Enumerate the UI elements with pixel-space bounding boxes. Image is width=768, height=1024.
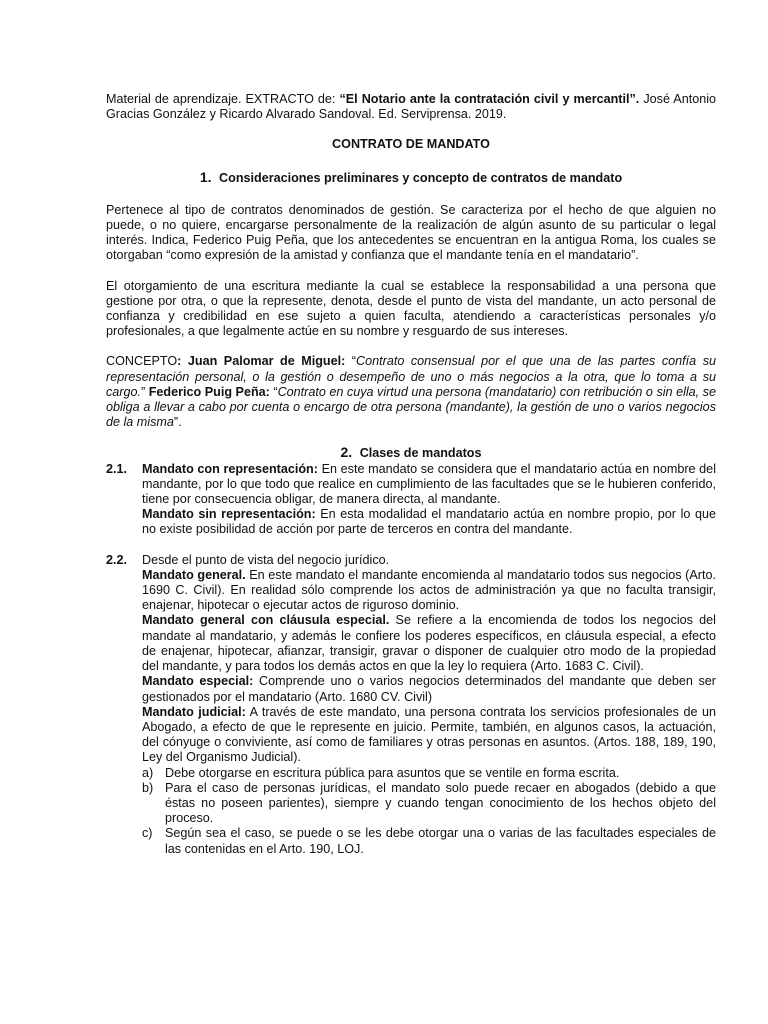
item-2-2-intro: Desde el punto de vista del negocio jurídico. bbox=[142, 552, 390, 567]
list-marker: a) bbox=[142, 765, 154, 780]
text-general-clausula: Se refiere a la encomienda de todos los negocios del mandate al mandatario, y además le confiere los poderes específicos, en cláusula especial, a efecto de enajenar, hipotecar, afianzar, transigir, gravar o disponer de cualquier otro modo de la propiedad del mandante, y para todos los demás actos en que la ley lo requiera (Arto. 1683 C. Civil). bbox=[142, 613, 716, 674]
book-title: “El Notario ante la contratación civil y mercantil”. bbox=[339, 92, 640, 106]
source-reference bbox=[106, 92, 716, 122]
term-judicial: Mandato judicial: bbox=[142, 704, 246, 719]
concept-paragraph bbox=[106, 354, 716, 430]
list-item-text: Según sea el caso, se puede o se les debe otorgar una o varias de las facultades especiales de las contenidas en el Arto. 190, LOJ. bbox=[165, 826, 716, 856]
quote-1-close: ” bbox=[141, 384, 149, 399]
concept-label: CONCEPTO bbox=[106, 354, 178, 369]
term-general: Mandato general. bbox=[142, 567, 246, 582]
document-title: CONTRATO DE MANDATO bbox=[332, 137, 490, 152]
concept-quote-1: Contrato consensual por el que una de las partes confía su representación personal, o la gestión o desempeño de uno o más negocios a la otra, que lo toma a su cargo. bbox=[106, 354, 716, 399]
mandato-con-representacion bbox=[142, 462, 716, 508]
list-marker: c) bbox=[142, 826, 153, 841]
list-item bbox=[142, 781, 716, 827]
term-general-clausula: Mandato general con cláusula especial. bbox=[142, 613, 390, 628]
list-item-text: Para el caso de personas jurídicas, el mandato solo puede recaer en abogados (debido a que éstas no poseen parientes), siempre y cuando tengan conocimiento de los hechos objeto del proceso. bbox=[165, 780, 716, 826]
term-sin-representacion: Mandato sin representación: bbox=[142, 507, 316, 522]
text-especial: Comprende uno o varios negocios determinados del mandante que deben ser gestionados por el mandatario (Arto. 1680 CV. Civil) bbox=[142, 674, 717, 704]
document-body bbox=[106, 92, 716, 857]
mandato-especial bbox=[142, 674, 716, 704]
item-2-2 bbox=[106, 553, 716, 857]
concept-author-1: Juan Palomar de Miguel: bbox=[181, 354, 346, 369]
item-2-2-label: 2.2. bbox=[106, 552, 128, 567]
text-general: En este mandato el mandante encomienda al mandatario todos sus negocios (Arto. 1690 C. Civil). En realidad sólo comprende los actos de administración ya que no faculta transigir, enajenar, hipotecar o ejecutar actos de riguroso dominio. bbox=[142, 567, 716, 613]
text-con-representacion: En este mandato se considera que el mandatario actúa en nombre del mandante, por lo que todo que realice en cumplimiento de las facultades que se le hubieren conferido, tiene por consecuencia obligar, de manera directa, al mandante. bbox=[142, 461, 716, 507]
mandato-general bbox=[142, 568, 716, 614]
item-2-1 bbox=[106, 462, 716, 538]
quote-2-open: “ bbox=[269, 384, 278, 399]
mandato-judicial bbox=[142, 705, 716, 766]
section-2-number: 2. bbox=[340, 444, 353, 461]
list-item bbox=[142, 766, 716, 781]
concept-colon: : bbox=[177, 354, 182, 369]
list-marker: b) bbox=[142, 780, 154, 795]
concept-author-2: Federico Puig Peña: bbox=[148, 384, 270, 399]
book-authors: José Antonio Gracias González y Ricardo Alvarado Sandoval. Ed. Serviprensa. 2019. bbox=[106, 92, 717, 122]
item-2-1-label: 2.1. bbox=[106, 461, 128, 476]
term-con-representacion: Mandato con representación: bbox=[142, 461, 318, 476]
term-especial: Mandato especial: bbox=[142, 674, 254, 689]
quote-1-open: “ bbox=[345, 354, 357, 369]
section-2-heading bbox=[106, 445, 716, 461]
list-item-text: Debe otorgarse en escritura pública para asuntos que se ventile en forma escrita. bbox=[165, 765, 620, 780]
source-intro: Material de aprendizaje. EXTRACTO de: bbox=[106, 92, 336, 106]
section-1-heading bbox=[106, 170, 716, 186]
section-1-paragraph-2: El otorgamiento de una escritura mediante la cual se establece la responsabilidad a una persona que gestione por otra, o que la represente, denota, desde el punto de vista del mandante, un acto personal de confianza y credibilidad en ese sujeto a quien faculta, atendiendo a características personales y/o profesionales, a que legalmente actúe en su nombre y resguardo de sus intereses. bbox=[106, 278, 716, 339]
text-judicial: A través de este mandato, una persona contrata los servicios profesionales de un Abogado, a efecto de que le represente en juicio. Permite, también, en algunos casos, la actuación, del cónyuge o conviviente, así como de familiares y otras personas en asuntos. (Artos. 188, 189, 190, Ley del Organismo Judicial). bbox=[142, 704, 716, 765]
section-2-title: Clases de mandatos bbox=[359, 446, 482, 461]
mandato-general-clausula bbox=[142, 613, 716, 674]
mandato-sin-representacion bbox=[142, 507, 716, 537]
text-sin-representacion: En esta modalidad el mandatario actúa en nombre propio, por lo que no existe posibilidad de acción por parte de terceros en contra del mandante. bbox=[142, 507, 717, 537]
quote-2-close: ”. bbox=[173, 415, 182, 430]
section-1-number: 1. bbox=[199, 168, 212, 185]
concept-quote-2: Contrato en cuya virtud una persona (mandatario) con retribución o sin ella, se obliga a llevar a cabo por cuenta o encargo de otra persona (mandante), la gestión de uno o varios negocios de la misma bbox=[106, 384, 716, 430]
section-1-title: Consideraciones preliminares y concepto de contratos de mandato bbox=[219, 170, 623, 185]
list-item bbox=[142, 826, 716, 856]
section-1-paragraph-1: Pertenece al tipo de contratos denominados de gestión. Se caracteriza por el hecho de que alguien no puede, o no quiere, encargarse personalmente de la realización de algún asunto de su particular o legal interés. Indica, Federico Puig Peña, que los antecedentes se encuentran en la antigua Roma, los cuales se otorgaban “como expresión de la amistad y confianza que el mandante tenía en el mandatario”. bbox=[106, 202, 716, 263]
